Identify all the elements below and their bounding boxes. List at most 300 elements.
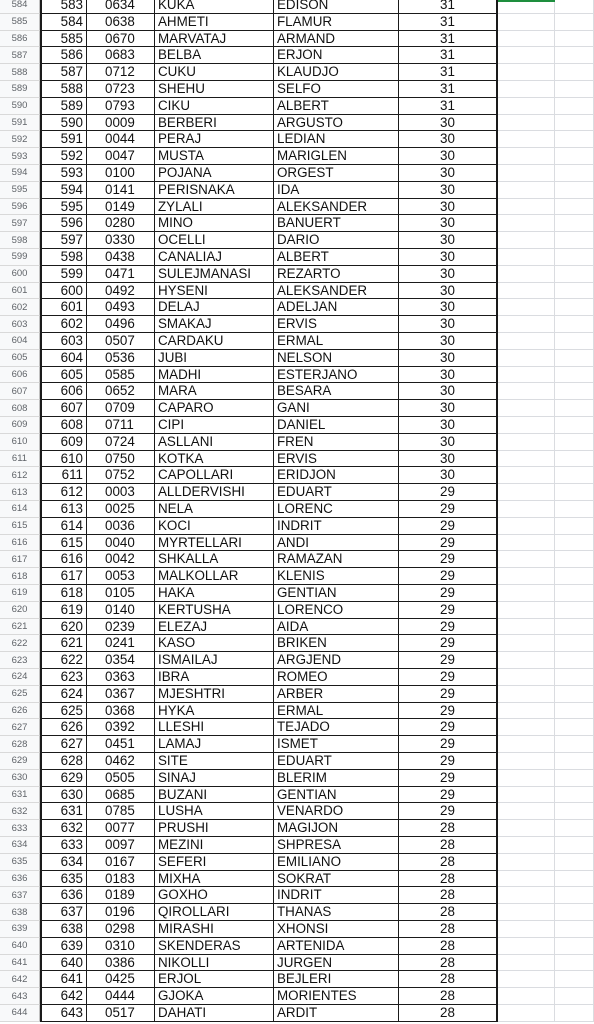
row-header[interactable]: 613 (0, 484, 40, 501)
code-cell[interactable]: 0097 (87, 837, 155, 854)
row-header[interactable]: 615 (0, 518, 40, 535)
first-name-cell[interactable]: ALEKSANDER (274, 199, 399, 216)
code-cell[interactable]: 0471 (87, 266, 155, 283)
empty-cell[interactable] (498, 81, 555, 98)
first-name-cell[interactable]: LEDIAN (274, 131, 399, 148)
empty-cell[interactable] (555, 703, 594, 720)
first-name-cell[interactable]: ARGJEND (274, 652, 399, 669)
score-cell[interactable]: 30 (399, 131, 498, 148)
last-name-cell[interactable]: SHKALLA (155, 551, 274, 568)
score-cell[interactable]: 29 (399, 619, 498, 636)
first-name-cell[interactable]: ARDIT (274, 1005, 399, 1022)
empty-cell[interactable] (555, 367, 594, 384)
empty-cell[interactable] (555, 31, 594, 48)
rank-cell[interactable]: 625 (40, 703, 87, 720)
rank-cell[interactable]: 607 (40, 400, 87, 417)
row-header[interactable]: 634 (0, 837, 40, 854)
score-cell[interactable]: 28 (399, 820, 498, 837)
score-cell[interactable]: 31 (399, 47, 498, 64)
score-cell[interactable]: 28 (399, 971, 498, 988)
empty-cell[interactable] (498, 635, 555, 652)
empty-cell[interactable] (555, 350, 594, 367)
score-cell[interactable]: 30 (399, 199, 498, 216)
code-cell[interactable]: 0280 (87, 215, 155, 232)
empty-cell[interactable] (498, 501, 555, 518)
empty-cell[interactable] (555, 182, 594, 199)
rank-cell[interactable]: 602 (40, 316, 87, 333)
row-header[interactable]: 623 (0, 652, 40, 669)
empty-cell[interactable] (555, 551, 594, 568)
code-cell[interactable]: 0368 (87, 703, 155, 720)
first-name-cell[interactable]: BLERIM (274, 770, 399, 787)
rank-cell[interactable]: 637 (40, 904, 87, 921)
row-header[interactable]: 595 (0, 182, 40, 199)
rank-cell[interactable]: 597 (40, 232, 87, 249)
score-cell[interactable]: 31 (399, 81, 498, 98)
code-cell[interactable]: 0310 (87, 938, 155, 955)
row-header[interactable]: 626 (0, 703, 40, 720)
last-name-cell[interactable]: MALKOLLAR (155, 568, 274, 585)
rank-cell[interactable]: 606 (40, 383, 87, 400)
empty-cell[interactable] (498, 971, 555, 988)
row-header[interactable]: 622 (0, 635, 40, 652)
score-cell[interactable]: 29 (399, 803, 498, 820)
empty-cell[interactable] (498, 770, 555, 787)
row-header[interactable]: 586 (0, 31, 40, 48)
code-cell[interactable]: 0298 (87, 921, 155, 938)
score-cell[interactable]: 29 (399, 753, 498, 770)
first-name-cell[interactable]: MAGIJON (274, 820, 399, 837)
rank-cell[interactable]: 590 (40, 115, 87, 132)
score-cell[interactable]: 30 (399, 266, 498, 283)
score-cell[interactable]: 28 (399, 837, 498, 854)
last-name-cell[interactable]: DELAJ (155, 299, 274, 316)
code-cell[interactable]: 0167 (87, 854, 155, 871)
empty-cell[interactable] (555, 266, 594, 283)
score-cell[interactable]: 29 (399, 736, 498, 753)
last-name-cell[interactable]: QIROLLARI (155, 904, 274, 921)
first-name-cell[interactable]: ROMEO (274, 669, 399, 686)
score-cell[interactable]: 28 (399, 938, 498, 955)
last-name-cell[interactable]: MJESHTRI (155, 686, 274, 703)
rank-cell[interactable]: 611 (40, 467, 87, 484)
empty-cell[interactable] (498, 551, 555, 568)
rank-cell[interactable]: 586 (40, 47, 87, 64)
empty-cell[interactable] (555, 585, 594, 602)
first-name-cell[interactable]: RAMAZAN (274, 551, 399, 568)
first-name-cell[interactable]: ANDI (274, 535, 399, 552)
first-name-cell[interactable]: XHONSI (274, 921, 399, 938)
first-name-cell[interactable]: EDISON (274, 0, 399, 14)
first-name-cell[interactable]: BRIKEN (274, 635, 399, 652)
first-name-cell[interactable]: ISMET (274, 736, 399, 753)
last-name-cell[interactable]: KUKA (155, 0, 274, 14)
empty-cell[interactable] (555, 787, 594, 804)
rank-cell[interactable]: 621 (40, 635, 87, 652)
empty-cell[interactable] (498, 753, 555, 770)
first-name-cell[interactable]: EDUART (274, 484, 399, 501)
rank-cell[interactable]: 635 (40, 871, 87, 888)
last-name-cell[interactable]: IBRA (155, 669, 274, 686)
score-cell[interactable]: 31 (399, 64, 498, 81)
code-cell[interactable]: 0652 (87, 383, 155, 400)
empty-cell[interactable] (498, 199, 555, 216)
row-header[interactable]: 617 (0, 551, 40, 568)
rank-cell[interactable]: 589 (40, 98, 87, 115)
code-cell[interactable]: 0392 (87, 719, 155, 736)
row-header[interactable]: 637 (0, 887, 40, 904)
rank-cell[interactable]: 638 (40, 921, 87, 938)
rank-cell[interactable]: 584 (40, 14, 87, 31)
last-name-cell[interactable]: GOXHO (155, 887, 274, 904)
row-header[interactable]: 639 (0, 921, 40, 938)
code-cell[interactable]: 0492 (87, 283, 155, 300)
empty-cell[interactable] (555, 955, 594, 972)
row-header[interactable]: 642 (0, 971, 40, 988)
score-cell[interactable]: 29 (399, 568, 498, 585)
code-cell[interactable]: 0493 (87, 299, 155, 316)
row-header[interactable]: 610 (0, 434, 40, 451)
last-name-cell[interactable]: CAPARO (155, 400, 274, 417)
score-cell[interactable]: 30 (399, 299, 498, 316)
rank-cell[interactable]: 610 (40, 451, 87, 468)
first-name-cell[interactable]: MARIGLEN (274, 148, 399, 165)
row-header[interactable]: 598 (0, 232, 40, 249)
last-name-cell[interactable]: PERISNAKA (155, 182, 274, 199)
rank-cell[interactable]: 628 (40, 753, 87, 770)
last-name-cell[interactable]: JUBI (155, 350, 274, 367)
rank-cell[interactable]: 630 (40, 787, 87, 804)
row-header[interactable]: 635 (0, 854, 40, 871)
empty-cell[interactable] (498, 703, 555, 720)
empty-cell[interactable] (498, 467, 555, 484)
first-name-cell[interactable]: ARGUSTO (274, 115, 399, 132)
first-name-cell[interactable]: IDA (274, 182, 399, 199)
first-name-cell[interactable]: ALBERT (274, 98, 399, 115)
code-cell[interactable]: 0239 (87, 619, 155, 636)
empty-cell[interactable] (498, 283, 555, 300)
last-name-cell[interactable]: POJANA (155, 165, 274, 182)
empty-cell[interactable] (555, 14, 594, 31)
empty-cell[interactable] (498, 887, 555, 904)
score-cell[interactable]: 29 (399, 719, 498, 736)
row-header[interactable]: 594 (0, 165, 40, 182)
last-name-cell[interactable]: KERTUSHA (155, 602, 274, 619)
empty-cell[interactable] (555, 938, 594, 955)
empty-cell[interactable] (498, 232, 555, 249)
code-cell[interactable]: 0425 (87, 971, 155, 988)
score-cell[interactable]: 29 (399, 686, 498, 703)
empty-cell[interactable] (498, 619, 555, 636)
empty-cell[interactable] (498, 568, 555, 585)
first-name-cell[interactable]: SELFO (274, 81, 399, 98)
score-cell[interactable]: 29 (399, 635, 498, 652)
empty-cell[interactable] (498, 955, 555, 972)
code-cell[interactable]: 0042 (87, 551, 155, 568)
first-name-cell[interactable]: KLAUDJO (274, 64, 399, 81)
empty-cell[interactable] (555, 854, 594, 871)
last-name-cell[interactable]: KASO (155, 635, 274, 652)
code-cell[interactable]: 0709 (87, 400, 155, 417)
rank-cell[interactable]: 598 (40, 249, 87, 266)
empty-cell[interactable] (555, 686, 594, 703)
rank-cell[interactable]: 631 (40, 803, 87, 820)
first-name-cell[interactable]: NELSON (274, 350, 399, 367)
empty-cell[interactable] (555, 115, 594, 132)
score-cell[interactable]: 28 (399, 988, 498, 1005)
code-cell[interactable]: 0009 (87, 115, 155, 132)
empty-cell[interactable] (555, 333, 594, 350)
rank-cell[interactable]: 620 (40, 619, 87, 636)
last-name-cell[interactable]: LAMAJ (155, 736, 274, 753)
rank-cell[interactable]: 612 (40, 484, 87, 501)
score-cell[interactable]: 29 (399, 551, 498, 568)
first-name-cell[interactable]: GANI (274, 400, 399, 417)
row-header[interactable]: 632 (0, 803, 40, 820)
last-name-cell[interactable]: GJOKA (155, 988, 274, 1005)
empty-cell[interactable] (555, 215, 594, 232)
first-name-cell[interactable]: BESARA (274, 383, 399, 400)
score-cell[interactable]: 30 (399, 400, 498, 417)
first-name-cell[interactable]: ERJON (274, 47, 399, 64)
empty-cell[interactable] (498, 719, 555, 736)
first-name-cell[interactable]: ERVIS (274, 316, 399, 333)
first-name-cell[interactable]: SOKRAT (274, 871, 399, 888)
empty-cell[interactable] (555, 199, 594, 216)
row-header[interactable]: 608 (0, 400, 40, 417)
last-name-cell[interactable]: CANALIAJ (155, 249, 274, 266)
code-cell[interactable]: 0723 (87, 81, 155, 98)
rank-cell[interactable]: 608 (40, 417, 87, 434)
score-cell[interactable]: 30 (399, 316, 498, 333)
code-cell[interactable]: 0053 (87, 568, 155, 585)
row-header[interactable]: 618 (0, 568, 40, 585)
rank-cell[interactable]: 587 (40, 64, 87, 81)
code-cell[interactable]: 0044 (87, 131, 155, 148)
score-cell[interactable]: 30 (399, 451, 498, 468)
rank-cell[interactable]: 595 (40, 199, 87, 216)
rank-cell[interactable]: 627 (40, 736, 87, 753)
last-name-cell[interactable]: CARDAKU (155, 333, 274, 350)
code-cell[interactable]: 0386 (87, 955, 155, 972)
code-cell[interactable]: 0793 (87, 98, 155, 115)
empty-cell[interactable] (555, 484, 594, 501)
empty-cell[interactable] (555, 81, 594, 98)
empty-cell[interactable] (555, 904, 594, 921)
rank-cell[interactable]: 615 (40, 535, 87, 552)
score-cell[interactable]: 28 (399, 854, 498, 871)
first-name-cell[interactable]: DANIEL (274, 417, 399, 434)
empty-cell[interactable] (555, 535, 594, 552)
rank-cell[interactable]: 613 (40, 501, 87, 518)
score-cell[interactable]: 30 (399, 283, 498, 300)
last-name-cell[interactable]: NELA (155, 501, 274, 518)
row-header[interactable]: 638 (0, 904, 40, 921)
code-cell[interactable]: 0036 (87, 518, 155, 535)
empty-cell[interactable] (555, 451, 594, 468)
code-cell[interactable]: 0451 (87, 736, 155, 753)
last-name-cell[interactable]: KOTKA (155, 451, 274, 468)
last-name-cell[interactable]: SHEHU (155, 81, 274, 98)
last-name-cell[interactable]: CUKU (155, 64, 274, 81)
empty-cell[interactable] (498, 669, 555, 686)
code-cell[interactable]: 0444 (87, 988, 155, 1005)
rank-cell[interactable]: 629 (40, 770, 87, 787)
empty-cell[interactable] (498, 417, 555, 434)
code-cell[interactable]: 0711 (87, 417, 155, 434)
score-cell[interactable]: 30 (399, 367, 498, 384)
row-header[interactable]: 612 (0, 467, 40, 484)
first-name-cell[interactable]: ARTENIDA (274, 938, 399, 955)
row-header[interactable]: 641 (0, 955, 40, 972)
rank-cell[interactable]: 616 (40, 551, 87, 568)
last-name-cell[interactable]: SKENDERAS (155, 938, 274, 955)
empty-cell[interactable] (555, 770, 594, 787)
last-name-cell[interactable]: HAKA (155, 585, 274, 602)
first-name-cell[interactable]: ADELJAN (274, 299, 399, 316)
empty-cell[interactable] (555, 316, 594, 333)
rank-cell[interactable]: 600 (40, 283, 87, 300)
score-cell[interactable]: 30 (399, 115, 498, 132)
first-name-cell[interactable]: JURGEN (274, 955, 399, 972)
code-cell[interactable]: 0003 (87, 484, 155, 501)
last-name-cell[interactable]: MUSTA (155, 148, 274, 165)
code-cell[interactable]: 0047 (87, 148, 155, 165)
row-header[interactable]: 603 (0, 316, 40, 333)
row-header[interactable]: 589 (0, 81, 40, 98)
code-cell[interactable]: 0354 (87, 652, 155, 669)
score-cell[interactable]: 30 (399, 333, 498, 350)
score-cell[interactable]: 29 (399, 602, 498, 619)
last-name-cell[interactable]: SINAJ (155, 770, 274, 787)
empty-cell[interactable] (555, 383, 594, 400)
last-name-cell[interactable]: CIPI (155, 417, 274, 434)
row-header[interactable]: 584 (0, 0, 40, 14)
last-name-cell[interactable]: ALLDERVISHI (155, 484, 274, 501)
score-cell[interactable]: 28 (399, 921, 498, 938)
empty-cell[interactable] (498, 518, 555, 535)
empty-cell[interactable] (498, 837, 555, 854)
empty-cell[interactable] (555, 921, 594, 938)
last-name-cell[interactable]: ELEZAJ (155, 619, 274, 636)
row-header[interactable]: 607 (0, 383, 40, 400)
score-cell[interactable]: 31 (399, 0, 498, 14)
empty-cell[interactable] (498, 921, 555, 938)
first-name-cell[interactable]: EMILIANO (274, 854, 399, 871)
code-cell[interactable]: 0505 (87, 770, 155, 787)
first-name-cell[interactable]: SHPRESA (274, 837, 399, 854)
row-header[interactable]: 597 (0, 215, 40, 232)
score-cell[interactable]: 31 (399, 31, 498, 48)
empty-cell[interactable] (498, 333, 555, 350)
rank-cell[interactable]: 642 (40, 988, 87, 1005)
empty-cell[interactable] (498, 400, 555, 417)
code-cell[interactable]: 0638 (87, 14, 155, 31)
rank-cell[interactable]: 639 (40, 938, 87, 955)
code-cell[interactable]: 0438 (87, 249, 155, 266)
last-name-cell[interactable]: SMAKAJ (155, 316, 274, 333)
empty-cell[interactable] (555, 501, 594, 518)
first-name-cell[interactable]: BANUERT (274, 215, 399, 232)
last-name-cell[interactable]: MADHI (155, 367, 274, 384)
empty-cell[interactable] (555, 971, 594, 988)
first-name-cell[interactable]: EDUART (274, 753, 399, 770)
row-header[interactable]: 616 (0, 535, 40, 552)
first-name-cell[interactable]: VENARDO (274, 803, 399, 820)
first-name-cell[interactable]: ORGEST (274, 165, 399, 182)
first-name-cell[interactable]: ALBERT (274, 249, 399, 266)
row-header[interactable]: 621 (0, 619, 40, 636)
row-header[interactable]: 631 (0, 787, 40, 804)
code-cell[interactable]: 0367 (87, 686, 155, 703)
last-name-cell[interactable]: BERBERI (155, 115, 274, 132)
empty-cell[interactable] (498, 535, 555, 552)
empty-cell[interactable] (555, 988, 594, 1005)
rank-cell[interactable]: 614 (40, 518, 87, 535)
score-cell[interactable]: 30 (399, 165, 498, 182)
rank-cell[interactable]: 623 (40, 669, 87, 686)
first-name-cell[interactable]: INDRIT (274, 518, 399, 535)
empty-cell[interactable] (498, 115, 555, 132)
score-cell[interactable]: 28 (399, 955, 498, 972)
code-cell[interactable]: 0750 (87, 451, 155, 468)
code-cell[interactable]: 0100 (87, 165, 155, 182)
row-header[interactable]: 587 (0, 47, 40, 64)
empty-cell[interactable] (498, 266, 555, 283)
empty-cell[interactable] (498, 98, 555, 115)
row-header[interactable]: 591 (0, 115, 40, 132)
code-cell[interactable]: 0683 (87, 47, 155, 64)
code-cell[interactable]: 0462 (87, 753, 155, 770)
empty-cell[interactable] (498, 585, 555, 602)
score-cell[interactable]: 28 (399, 887, 498, 904)
last-name-cell[interactable]: PERAJ (155, 131, 274, 148)
rank-cell[interactable]: 605 (40, 367, 87, 384)
score-cell[interactable]: 30 (399, 383, 498, 400)
empty-cell[interactable] (555, 467, 594, 484)
code-cell[interactable]: 0140 (87, 602, 155, 619)
last-name-cell[interactable]: CIKU (155, 98, 274, 115)
last-name-cell[interactable]: HYKA (155, 703, 274, 720)
first-name-cell[interactable]: ERMAL (274, 703, 399, 720)
rank-cell[interactable]: 591 (40, 131, 87, 148)
empty-cell[interactable] (555, 719, 594, 736)
rank-cell[interactable]: 618 (40, 585, 87, 602)
last-name-cell[interactable]: LLESHI (155, 719, 274, 736)
row-header[interactable]: 630 (0, 770, 40, 787)
empty-cell[interactable] (498, 484, 555, 501)
empty-cell[interactable] (555, 98, 594, 115)
rank-cell[interactable]: 594 (40, 182, 87, 199)
code-cell[interactable]: 0752 (87, 467, 155, 484)
code-cell[interactable]: 0507 (87, 333, 155, 350)
row-header[interactable]: 592 (0, 131, 40, 148)
empty-cell[interactable] (498, 383, 555, 400)
row-header[interactable]: 633 (0, 820, 40, 837)
rank-cell[interactable]: 601 (40, 299, 87, 316)
first-name-cell[interactable]: TEJADO (274, 719, 399, 736)
empty-cell[interactable] (498, 904, 555, 921)
score-cell[interactable]: 30 (399, 434, 498, 451)
code-cell[interactable]: 0496 (87, 316, 155, 333)
row-header[interactable]: 609 (0, 417, 40, 434)
rank-cell[interactable]: 585 (40, 31, 87, 48)
last-name-cell[interactable]: MEZINI (155, 837, 274, 854)
row-header[interactable]: 600 (0, 266, 40, 283)
first-name-cell[interactable]: ERIDJON (274, 467, 399, 484)
last-name-cell[interactable]: SEFERI (155, 854, 274, 871)
empty-cell[interactable] (555, 64, 594, 81)
